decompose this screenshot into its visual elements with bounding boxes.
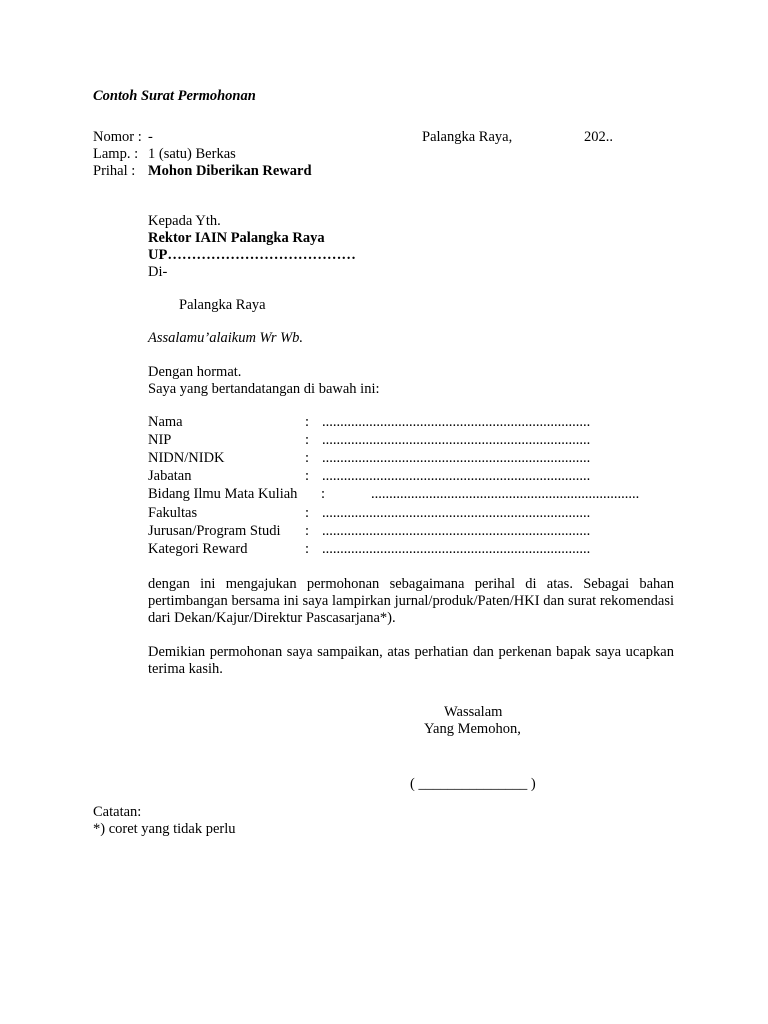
field-colon: :: [305, 432, 310, 448]
nomor-value: -: [148, 129, 153, 145]
field-dots: ..........................................................................: [322, 541, 591, 557]
field-label-jabatan: Jabatan: [148, 468, 192, 484]
nomor-label: Nomor :: [93, 129, 142, 145]
opening-line-2: Saya yang bertandatangan di bawah ini:: [148, 381, 380, 397]
field-label-fakultas: Fakultas: [148, 505, 198, 521]
field-label-nama: Nama: [148, 414, 183, 430]
field-label-kategori-reward: Kategori Reward: [148, 541, 248, 557]
body-paragraph-1: dengan ini mengajukan permohonan sebagaimana perihal di atas. Sebagai bahan pertimbangan bersama ini saya lampirkan jurnal/produk/Paten/HKI dan surat rekomendasi dari Dekan/Kajur/Direktur Pascasarjana*).: [148, 576, 674, 626]
field-colon: :: [305, 505, 310, 521]
field-label-nip: NIP: [148, 432, 172, 448]
field-dots: ..........................................................................: [322, 432, 591, 448]
prihal-label: Prihal :: [93, 163, 136, 179]
opening-line-1: Dengan hormat.: [148, 364, 242, 380]
greeting: Assalamu’alaikum Wr Wb.: [148, 330, 304, 346]
recipient-name: Rektor IAIN Palangka Raya: [148, 230, 325, 246]
recipient-city: Palangka Raya: [179, 297, 266, 313]
field-colon: :: [305, 450, 310, 466]
field-dots: ..........................................................................: [322, 450, 591, 466]
signature-line: ( _______________ ): [410, 776, 536, 792]
field-colon: :: [305, 468, 310, 484]
field-colon: :: [321, 486, 326, 502]
field-dots: ..........................................................................: [371, 486, 640, 502]
recipient-salutation: Kepada Yth.: [148, 213, 221, 229]
field-colon: :: [305, 523, 310, 539]
field-colon: :: [305, 541, 310, 557]
field-dots: ..........................................................................: [322, 468, 591, 484]
document-heading: Contoh Surat Permohonan: [93, 88, 256, 104]
prihal-value: Mohon Diberikan Reward: [148, 163, 312, 179]
recipient-di: Di-: [148, 264, 168, 280]
note-text: *) coret yang tidak perlu: [93, 821, 236, 837]
lamp-value: 1 (satu) Berkas: [148, 146, 236, 162]
place-label: Palangka Raya,: [422, 129, 513, 145]
closing-wassalam: Wassalam: [444, 704, 503, 720]
body-paragraph-2: Demikian permohonan saya sampaikan, atas perhatian dan perkenan bapak saya ucapkan terima kasih.: [148, 644, 674, 677]
recipient-up: UP…………………………………: [148, 247, 356, 263]
closing-yang-memohon: Yang Memohon,: [424, 721, 521, 737]
year-value: 202..: [584, 129, 613, 145]
field-dots: ..........................................................................: [322, 505, 591, 521]
note-title: Catatan:: [93, 804, 142, 820]
field-dots: ..........................................................................: [322, 414, 591, 430]
field-dots: ..........................................................................: [322, 523, 591, 539]
lamp-label: Lamp. :: [93, 146, 139, 162]
field-colon: :: [305, 414, 310, 430]
field-label-jurusan: Jurusan/Program Studi: [148, 523, 281, 539]
field-label-nidn: NIDN/NIDK: [148, 450, 225, 466]
field-label-bidang-ilmu: Bidang Ilmu Mata Kuliah: [148, 486, 298, 502]
